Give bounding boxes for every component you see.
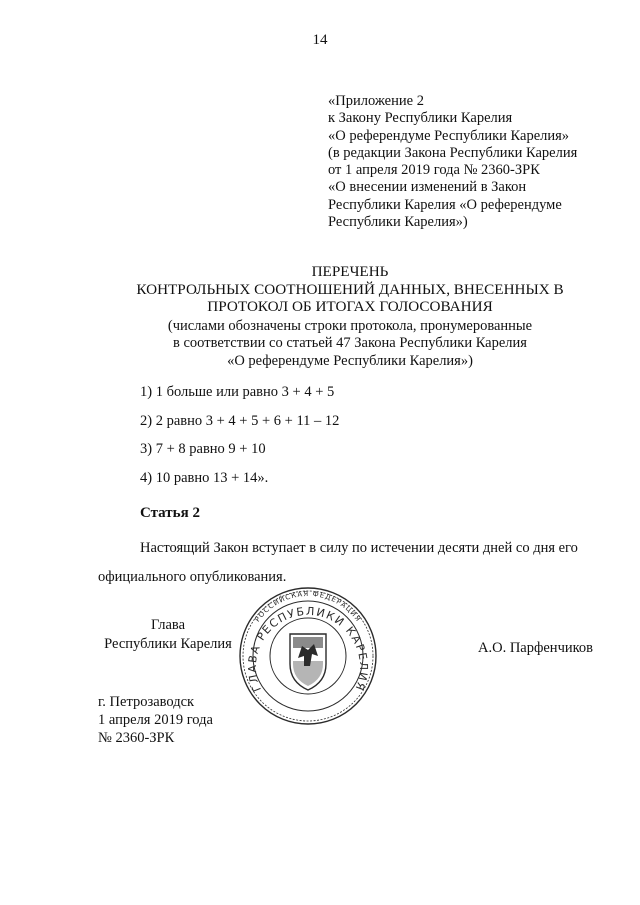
heading-line: КОНТРОЛЬНЫХ СООТНОШЕНИЙ ДАННЫХ, ВНЕСЕННЫХ В [136, 280, 564, 298]
article-text-line: официального опубликования. [98, 569, 287, 585]
page-number: 14 [312, 32, 328, 48]
appendix-line: «О внесении изменений в Закон [328, 179, 527, 196]
article-text [98, 534, 588, 592]
list-item: 3) 7 + 8 равно 9 + 10 [140, 441, 266, 457]
list-item: 4) 10 равно 13 + 14». [140, 469, 269, 486]
article-text-line: Настоящий Закон вступает в силу по истечении десяти дней со дня его [140, 540, 578, 556]
place-and-date [98, 693, 213, 747]
heading-line: ПЕРЕЧЕНЬ [311, 263, 389, 280]
appendix-line: (в редакции Закона Республики Карелия [328, 144, 578, 161]
coat-of-arms-emblem [290, 634, 326, 690]
signatory-title [98, 616, 238, 654]
law-number-line: № 2360-ЗРК [98, 730, 175, 746]
subheading-line: «О референдуме Республики Карелия») [227, 352, 473, 369]
appendix-line: Республики Карелия») [328, 214, 468, 231]
article-title: Статья 2 [140, 505, 200, 521]
signatory-title-line: Глава [150, 617, 186, 633]
heading-line: ПРОТОКОЛ ОБ ИТОГАХ ГОЛОСОВАНИЯ [207, 298, 493, 315]
place-line: г. Петрозаводск [98, 694, 195, 710]
date-line: 1 апреля 2019 года [98, 712, 213, 728]
subheading-line: в соответствии со статьей 47 Закона Республики Карелия [173, 335, 527, 352]
signatory-title-line: Республики Карелия [104, 636, 232, 652]
list-item: 1) 1 больше или равно 3 + 4 + 5 [140, 384, 335, 400]
control-ratios-list [140, 384, 339, 498]
signatory-name: А.О. Парфенчиков [478, 640, 594, 656]
seal-inner-text: ГЛАВА РЕСПУБЛИКИ КАРЕЛИЯ [245, 604, 371, 694]
seal-outer-text: РОССИЙСКАЯ ФЕДЕРАЦИЯ [253, 589, 363, 624]
appendix-line: «Приложение 2 [328, 93, 424, 109]
appendix-line: Республики Карелия «О референдуме [328, 196, 562, 213]
subheading-line: (числами обозначены строки протокола, пронумерованные [167, 318, 533, 334]
appendix-line: к Закону Республики Карелия [328, 110, 513, 127]
appendix-reference [328, 93, 628, 231]
list-subheading [100, 318, 600, 370]
list-heading [100, 263, 600, 316]
appendix-line: «О референдуме Республики Карелия» [328, 127, 570, 144]
appendix-line: от 1 апреля 2019 года № 2360-ЗРК [328, 162, 540, 179]
list-item: 2) 2 равно 3 + 4 + 5 + 6 + 11 – 12 [140, 412, 340, 429]
official-seal [238, 586, 378, 726]
